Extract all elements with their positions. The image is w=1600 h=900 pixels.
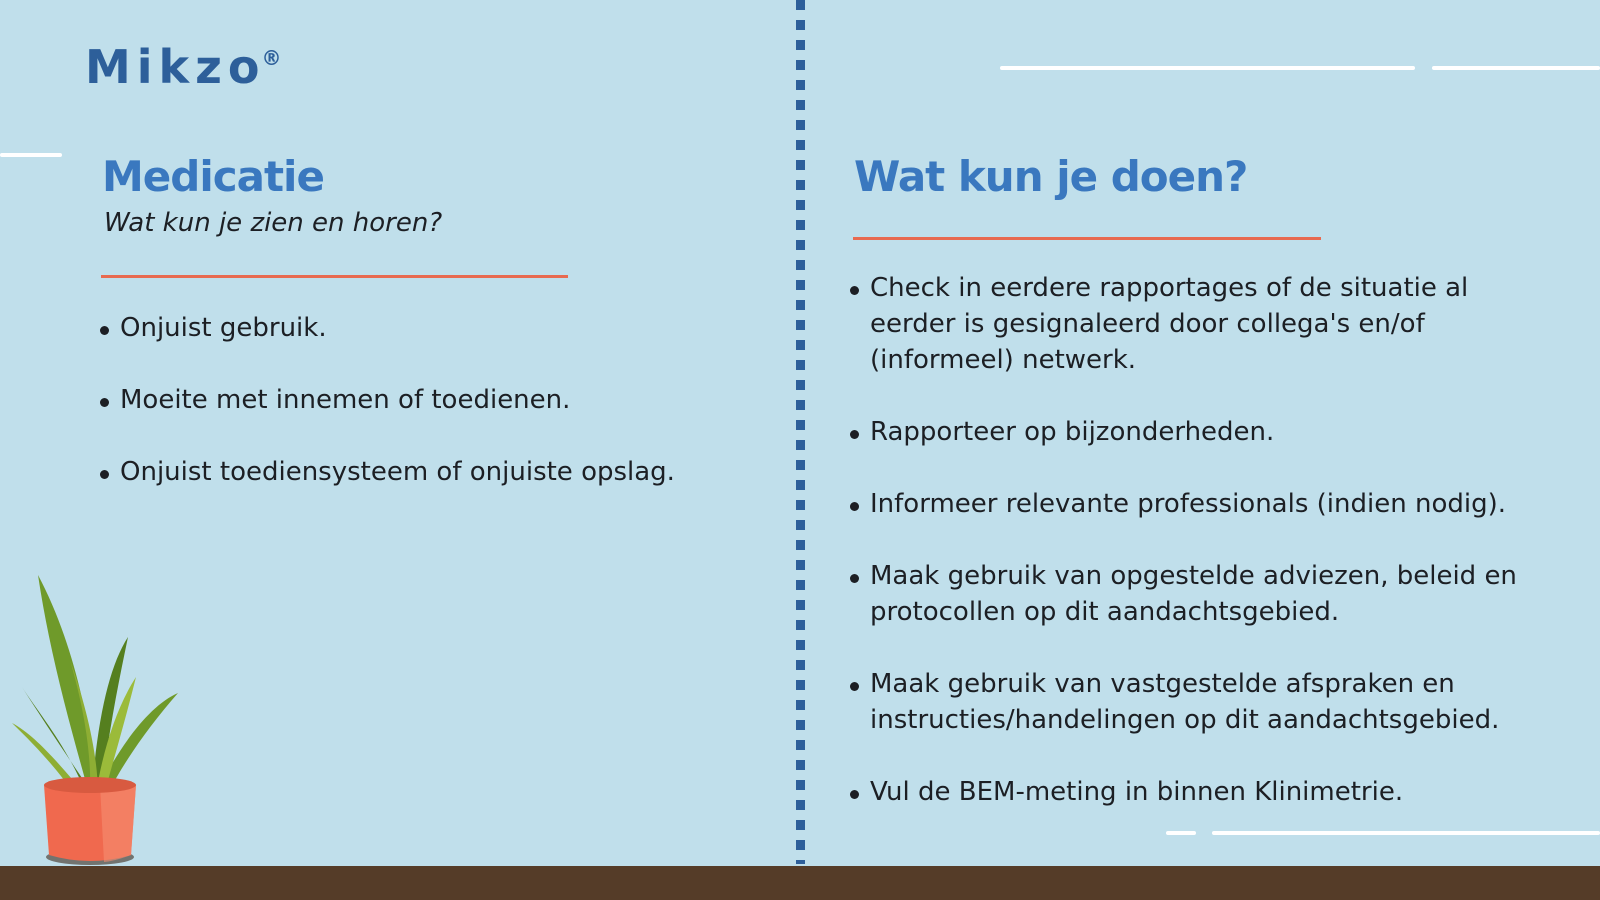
right-title: Wat kun je doen? xyxy=(854,152,1248,201)
list-item: Onjuist toediensysteem of onjuiste opslag. xyxy=(98,454,778,490)
deco-line-left xyxy=(0,153,62,157)
brand-logo xyxy=(85,40,286,94)
floor-band xyxy=(0,866,1600,900)
left-bullet-list xyxy=(98,310,778,526)
list-item: Informeer relevante professionals (indien nodig). xyxy=(848,486,1548,522)
list-item: Maak gebruik van opgestelde adviezen, beleid en protocollen op dit aandachtsgebied. xyxy=(848,558,1548,630)
dotted-divider xyxy=(796,0,805,864)
list-item: Maak gebruik van vastgestelde afspraken en instructies/handelingen op dit aandachtsgebied. xyxy=(848,666,1548,738)
list-item: Vul de BEM-meting in binnen Klinimetrie. xyxy=(848,774,1548,810)
deco-line-top-right-1 xyxy=(1000,66,1415,70)
right-bullet-list xyxy=(848,270,1548,846)
brand-name: Mikzo xyxy=(85,40,266,94)
potted-plant-icon xyxy=(0,575,190,885)
left-accent-rule xyxy=(101,275,568,278)
list-item: Onjuist gebruik. xyxy=(98,310,778,346)
registered-mark: ® xyxy=(261,46,282,70)
left-subtitle: Wat kun je zien en horen? xyxy=(104,208,443,238)
list-item: Check in eerdere rapportages of de situatie al eerder is gesignaleerd door collega's en/of (informeel) netwerk. xyxy=(848,270,1548,378)
right-accent-rule xyxy=(853,237,1321,240)
left-title: Medicatie xyxy=(102,152,324,201)
list-item: Rapporteer op bijzonderheden. xyxy=(848,414,1548,450)
list-item: Moeite met innemen of toedienen. xyxy=(98,382,778,418)
deco-line-top-right-2 xyxy=(1432,66,1600,70)
